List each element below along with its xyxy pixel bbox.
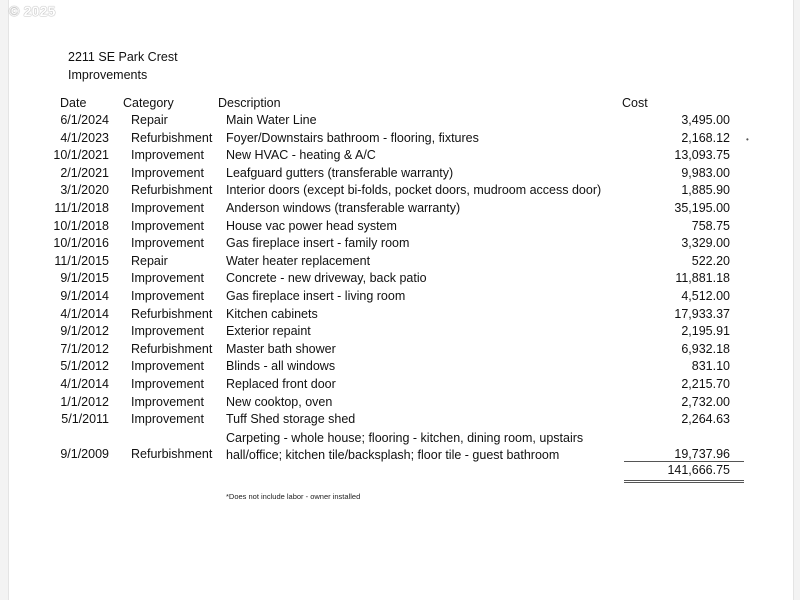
row-cost: 3,495.00 [681, 113, 730, 127]
row-description: Replaced front door [226, 376, 336, 391]
row-date: 9/1/2009 [60, 447, 109, 462]
row-description: Concrete - new driveway, back patio [226, 271, 427, 286]
table-row [9, 324, 793, 342]
table-row [9, 430, 793, 465]
row-date: 7/1/2012 [60, 341, 109, 356]
table-row [9, 395, 793, 413]
document-page [8, 0, 794, 600]
row-category: Refurbishment [131, 341, 213, 356]
row-description: Foyer/Downstairs bathroom - flooring, fixtures [226, 130, 479, 145]
row-description: Carpeting - whole house; flooring - kitchen, dining room, upstairs hall/office; kitchen tile/backsplash; floor tile - guest bathroom [226, 430, 584, 463]
row-category: Improvement [131, 200, 204, 215]
table-row [9, 131, 793, 149]
row-cost: 2,215.70 [681, 376, 730, 391]
row-cost: 2,264.63 [681, 412, 730, 427]
row-cost: 1,885.90 [681, 183, 730, 198]
row-date: 1/1/2012 [60, 394, 109, 409]
row-date: 5/1/2012 [60, 359, 109, 374]
row-date: 4/1/2014 [60, 376, 109, 391]
row-description: Interior doors (except bi-folds, pocket doors, mudroom access door) [226, 183, 602, 198]
row-category: Improvement [131, 324, 204, 339]
row-category: Improvement [131, 271, 204, 286]
table-row [9, 377, 793, 395]
row-cost: 6,932.18 [681, 341, 730, 356]
row-description: Master bath shower [226, 341, 336, 356]
improvements-table [9, 113, 793, 465]
row-date: 11/1/2018 [54, 200, 109, 215]
table-row [9, 166, 793, 184]
column-header-date: Date [60, 96, 87, 110]
row-description: Main Water Line [226, 113, 317, 127]
table-row [9, 236, 793, 254]
document-subtitle: Improvements [68, 68, 148, 82]
margin-marker: • [746, 135, 749, 144]
row-date: 3/1/2020 [60, 183, 109, 198]
row-category: Improvement [131, 288, 204, 303]
row-cost: 11,881.18 [675, 271, 730, 286]
row-category: Improvement [131, 165, 204, 180]
row-date: 4/1/2014 [60, 306, 109, 321]
row-date: 6/1/2024 [60, 113, 109, 127]
total-double-rule-bottom [624, 482, 744, 483]
row-description: Blinds - all windows [226, 359, 336, 374]
row-description: Gas fireplace insert - family room [226, 236, 410, 251]
row-description: Water heater replacement [226, 253, 371, 268]
row-description: Gas fireplace insert - living room [226, 288, 406, 303]
row-category: Refurbishment [131, 130, 213, 145]
row-cost: 758.75 [691, 218, 730, 233]
total-cost: 141,666.75 [667, 463, 730, 477]
row-date: 9/1/2015 [60, 271, 109, 286]
row-category: Refurbishment [131, 447, 213, 462]
property-address: 2211 SE Park Crest [68, 50, 178, 64]
row-category: Repair [131, 113, 168, 127]
row-date: 10/1/2016 [53, 236, 109, 251]
row-cost: 35,195.00 [674, 200, 730, 215]
table-row [9, 307, 793, 325]
table-row [9, 342, 793, 360]
row-date: 4/1/2023 [60, 130, 109, 145]
row-cost: 19,737.96 [674, 447, 730, 462]
row-cost: 9,983.00 [681, 165, 730, 180]
row-description: Kitchen cabinets [226, 306, 318, 321]
row-cost: 2,732.00 [681, 394, 730, 409]
total-double-rule-top [624, 480, 744, 481]
row-category: Improvement [131, 376, 204, 391]
row-date: 9/1/2012 [60, 324, 109, 339]
row-category: Improvement [131, 359, 204, 374]
table-row [9, 148, 793, 166]
row-cost: 4,512.00 [681, 288, 730, 303]
row-cost: 17,933.37 [674, 306, 730, 321]
row-category: Repair [131, 253, 168, 268]
copyright-watermark: © 2025 [9, 3, 56, 19]
row-cost: 2,168.12 [681, 130, 730, 145]
row-cost: 13,093.75 [674, 148, 730, 163]
row-description: Tuff Shed storage shed [226, 412, 356, 427]
table-row [9, 183, 793, 201]
table-row [9, 271, 793, 289]
row-category: Improvement [131, 148, 204, 163]
row-date: 10/1/2018 [53, 218, 109, 233]
column-header-description: Description [218, 96, 281, 110]
row-category: Improvement [131, 218, 204, 233]
table-row [9, 289, 793, 307]
row-description: New cooktop, oven [226, 394, 333, 409]
row-date: 10/1/2021 [53, 148, 109, 163]
table-row [9, 201, 793, 219]
table-row [9, 359, 793, 377]
row-date: 11/1/2015 [54, 253, 109, 268]
row-cost: 2,195.91 [681, 324, 730, 339]
row-date: 5/1/2011 [61, 412, 109, 427]
row-description: Anderson windows (transferable warranty) [226, 200, 461, 215]
row-category: Improvement [131, 394, 204, 409]
row-cost: 3,329.00 [681, 236, 730, 251]
row-category: Refurbishment [131, 306, 213, 321]
subtotal-rule [624, 461, 744, 462]
footnote: *Does not include labor - owner installed [226, 492, 361, 501]
column-header-cost: Cost [622, 96, 648, 110]
column-header-category: Category [123, 96, 174, 110]
row-description: House vac power head system [226, 218, 397, 233]
row-description: New HVAC - heating & A/C [226, 148, 376, 163]
row-date: 9/1/2014 [60, 288, 109, 303]
table-row [9, 412, 793, 430]
row-cost: 522.20 [691, 253, 730, 268]
row-cost: 831.10 [691, 359, 730, 374]
row-description: Leafguard gutters (transferable warranty) [226, 165, 454, 180]
row-description: Exterior repaint [226, 324, 311, 339]
table-row [9, 254, 793, 272]
table-row [9, 113, 793, 131]
table-row [9, 219, 793, 237]
row-category: Refurbishment [131, 183, 213, 198]
row-category: Improvement [131, 236, 204, 251]
row-date: 2/1/2021 [60, 165, 109, 180]
row-category: Improvement [131, 412, 204, 427]
